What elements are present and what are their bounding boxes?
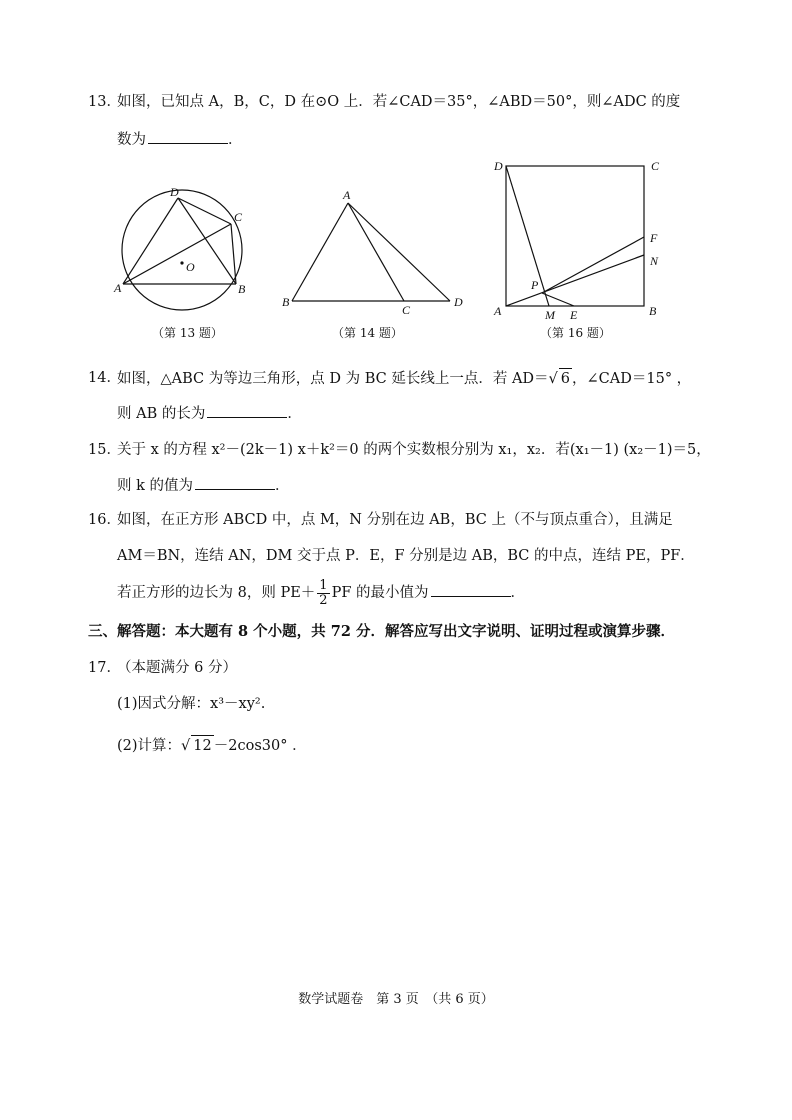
fig16-label-F: F	[650, 231, 658, 245]
fig13-label-O: O	[186, 260, 195, 274]
q17-sqrt-sign: √	[181, 738, 191, 754]
fig16-segment-DM	[506, 166, 549, 306]
fig13-segment-AC	[123, 224, 231, 284]
fig14-segment-AD	[348, 203, 450, 301]
q14-line1-suffix: ，∠CAD＝15° ，	[572, 371, 692, 387]
q14-sqrt-radicand: 6	[559, 368, 572, 389]
fig16-caption: （第 16 题）	[540, 326, 611, 340]
fig13-label-C: C	[234, 210, 243, 224]
fig14-segment-AB	[292, 203, 348, 301]
fig13-segment-DC	[178, 198, 231, 224]
q16-line3-suffix: ．	[510, 585, 526, 601]
fig16-label-E: E	[570, 308, 578, 322]
q14-line2-prefix: 则 AB 的长为	[117, 406, 206, 422]
q15-text-line2	[117, 474, 290, 496]
page-footer: 数学试题卷 第 3 页 （共 6 页）	[298, 992, 494, 1007]
fig13-circle	[122, 190, 242, 310]
fig14-segment-AC	[348, 203, 404, 301]
section-3-heading: 三、解答题：本大题有 8 个小题，共 72 分．解答应写出文字说明、证明过程或演算步骤．	[88, 623, 675, 640]
q16-line3-middle: PF 的最小值为	[331, 585, 429, 601]
figure-13	[110, 182, 260, 312]
q16-fraction-denominator: 2	[319, 592, 328, 608]
fig16-label-C: C	[651, 159, 660, 173]
q16-text-line2: AM＝BN，连结 AN，DM 交于点 P．E，F 分别是边 AB，BC 的中点，连结 PE，PF．	[117, 548, 695, 564]
q17-title: （本题满分 6 分）	[117, 660, 237, 676]
q15-text-line1: 关于 x 的方程 x²－(2k－1) x＋k²＝0 的两个实数根分别为 x₁，x₂．若(x₁－1) (x₂－1)＝5，	[117, 442, 711, 458]
fig16-segment-AN	[506, 255, 644, 306]
fig14-label-A: A	[343, 188, 351, 202]
fig13-caption: （第 13 题）	[152, 326, 223, 340]
q16-fraction	[317, 579, 329, 608]
q14-number: 14．	[88, 370, 121, 386]
fig13-center-dot	[180, 261, 183, 264]
fig13-label-D: D	[170, 185, 179, 199]
q14-sqrt-sign: √	[548, 371, 558, 387]
q15-line2-suffix: ．	[275, 478, 290, 494]
q16-answer-blank	[431, 581, 511, 597]
fig16-square	[506, 166, 644, 306]
q16-number: 16．	[88, 512, 121, 528]
fig16-label-N: N	[650, 254, 659, 268]
fig16-segment-PF	[542, 237, 644, 293]
fig16-label-M: M	[545, 308, 555, 322]
q13-number: 13．	[88, 94, 121, 110]
q17-part1: (1)因式分解：x³－xy².	[117, 696, 266, 712]
q13-text-line1: 如图，已知点 A，B，C，D 在⊙O 上．若∠CAD＝35°，∠ABD＝50°，则∠ADC 的度	[117, 94, 681, 110]
q16-text-line1: 如图，在正方形 ABCD 中，点 M，N 分别在边 AB，BC 上（不与顶点重合），且满足	[117, 512, 673, 528]
q17-part2	[117, 735, 307, 756]
fig13-label-A: A	[114, 281, 122, 295]
fig13-label-B: B	[238, 282, 246, 296]
q17-sqrt-radicand: 12	[191, 735, 213, 756]
fig14-label-B: B	[282, 295, 290, 309]
q15-number: 15．	[88, 442, 121, 458]
q17-number: 17．	[88, 660, 121, 676]
q14-line1-prefix: 如图，△ABC 为等边三角形，点 D 为 BC 延长线上一点．若 AD＝	[117, 371, 549, 387]
q15-answer-blank	[195, 474, 275, 490]
q17-part2-prefix: (2)计算：	[117, 738, 182, 754]
figure-16	[488, 155, 668, 323]
q16-fraction-numerator: 1	[319, 577, 328, 593]
q13-answer-blank	[148, 128, 228, 144]
q14-text-line1	[117, 368, 691, 389]
q15-line2-prefix: 则 k 的值为	[117, 478, 194, 494]
q14-text-line2	[117, 402, 302, 424]
fig13-segment-AD	[123, 198, 178, 284]
q13-line2-prefix: 数为	[117, 132, 146, 148]
q17-part2-suffix: －2cos30° ．	[213, 738, 307, 754]
q13-line2-suffix: ．	[228, 132, 243, 148]
fig14-label-C: C	[402, 303, 411, 315]
fig16-label-D: D	[494, 159, 503, 173]
q14-line2-suffix: ．	[287, 406, 302, 422]
q14-answer-blank	[207, 402, 287, 418]
fig16-label-P: P	[531, 278, 539, 292]
q13-text-line2	[117, 128, 243, 150]
q16-text-line3	[117, 578, 525, 608]
fig14-label-D: D	[454, 295, 463, 309]
fig13-segment-CB	[231, 224, 236, 284]
fig16-label-B: B	[649, 304, 657, 318]
fig14-caption: （第 14 题）	[332, 326, 403, 340]
fig16-label-A: A	[494, 304, 502, 318]
q16-line3-prefix: 若正方形的边长为 8，则 PE＋	[117, 585, 316, 601]
figure-14	[280, 185, 470, 315]
